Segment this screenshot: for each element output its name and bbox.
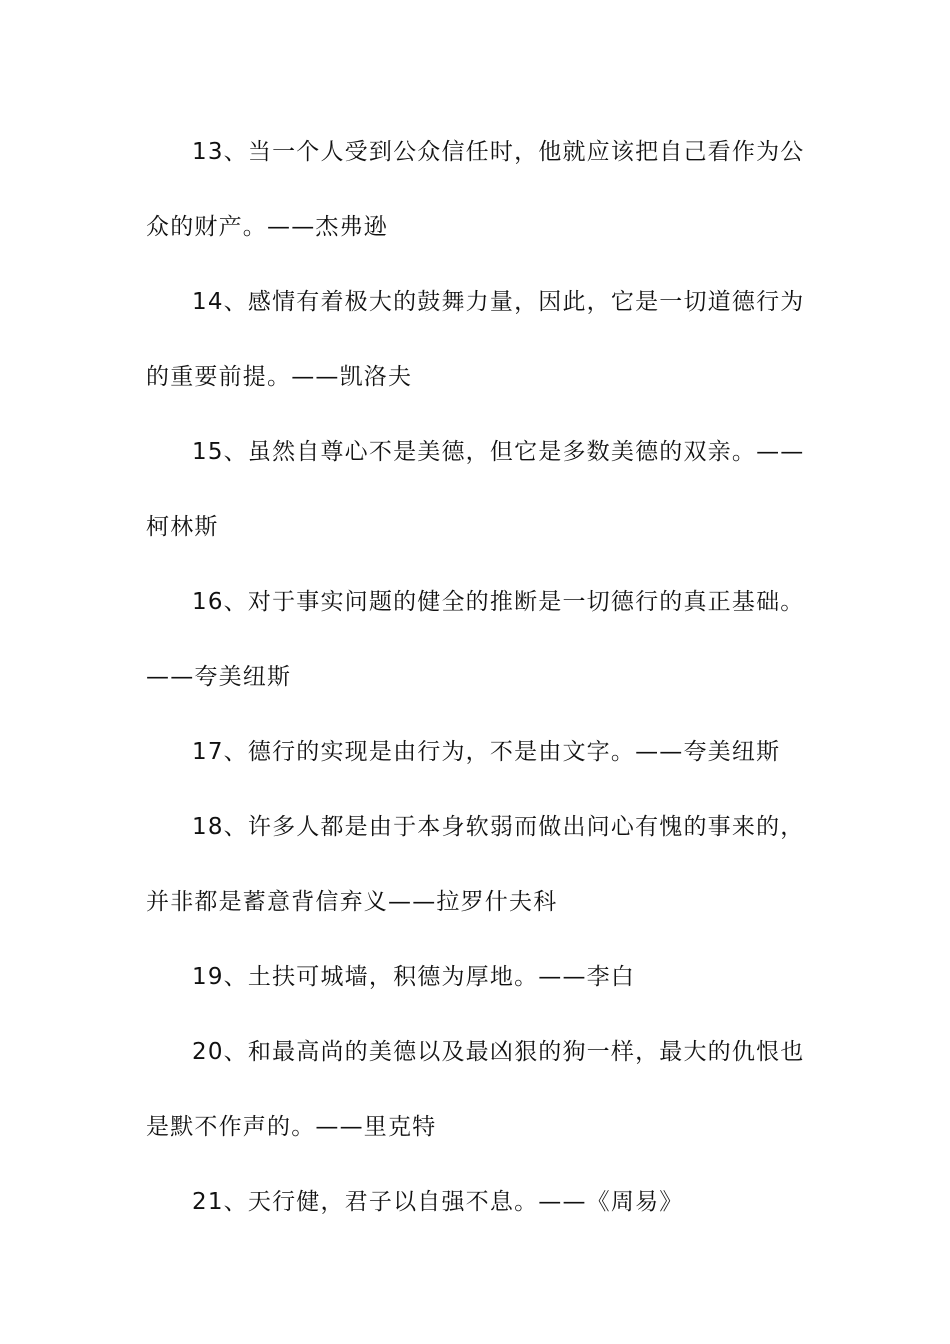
- quote-20-line-1: 20、和最高尚的美德以及最凶狠的狗一样，最大的仇恨也: [192, 1039, 805, 1065]
- quote-14-line-2: 的重要前提。——凯洛夫: [146, 364, 413, 390]
- quote-16-line-2: ——夸美纽斯: [146, 664, 292, 690]
- quote-21-line-1: 21、天行健，君子以自强不息。——《周易》: [192, 1189, 684, 1215]
- quote-19-line-1: 19、土扶可城墙，积德为厚地。——李白: [192, 964, 636, 990]
- quote-14-line-1: 14、感情有着极大的鼓舞力量，因此，它是一切道德行为: [192, 289, 805, 315]
- document-body: [146, 128, 805, 1253]
- quote-16-line-1: 16、对于事实问题的健全的推断是一切德行的真正基础。: [192, 589, 805, 615]
- quote-13-line-2: 众的财产。——杰弗逊: [146, 214, 388, 240]
- quote-15-line-2: 柯林斯: [146, 514, 219, 540]
- quote-18-line-1: 18、许多人都是由于本身软弱而做出问心有愧的事来的，: [192, 814, 805, 840]
- quote-17-line-1: 17、德行的实现是由行为，不是由文字。——夸美纽斯: [192, 739, 781, 765]
- quote-13-line-1: 13、当一个人受到公众信任时，他就应该把自己看作为公: [192, 139, 805, 165]
- quote-20-line-2: 是默不作声的。——里克特: [146, 1114, 437, 1140]
- quote-18-line-2: 并非都是蓄意背信弃义——拉罗什夫科: [146, 889, 558, 915]
- quote-15-line-1: 15、虽然自尊心不是美德，但它是多数美德的双亲。——: [192, 439, 805, 465]
